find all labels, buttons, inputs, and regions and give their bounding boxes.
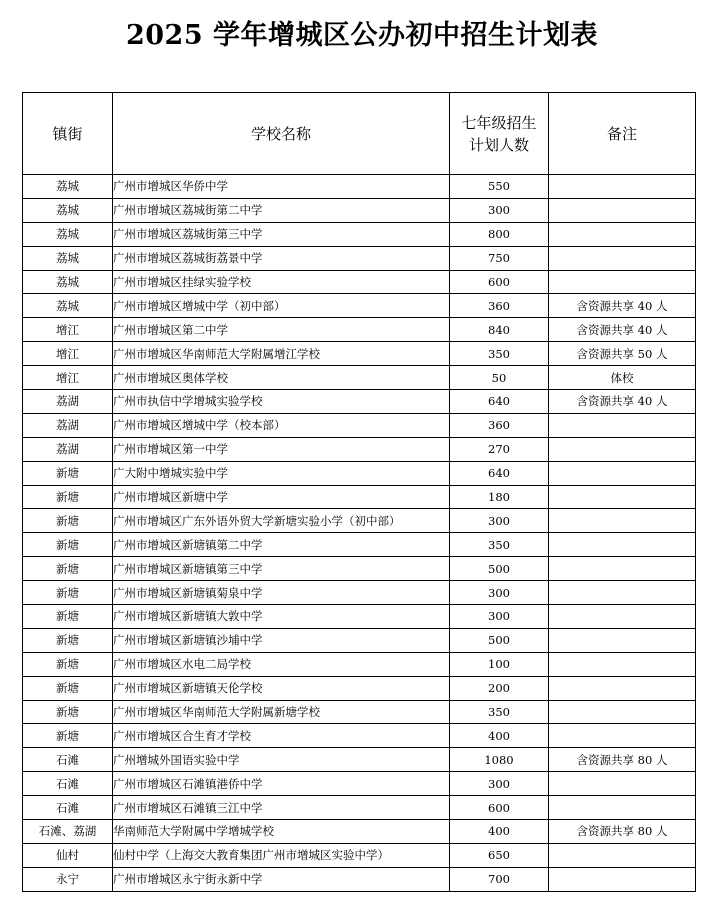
table-row	[23, 485, 696, 509]
town-cell: 荔城	[23, 270, 113, 294]
town-cell: 石滩	[23, 748, 113, 772]
town-cell: 新塘	[23, 485, 113, 509]
school-name-cell: 广州市增城区新塘镇沙埔中学	[113, 628, 450, 652]
note-cell	[549, 700, 696, 724]
table-row	[23, 366, 696, 390]
header-school: 学校名称	[113, 93, 450, 175]
school-name-cell: 广州市增城区第二中学	[113, 318, 450, 342]
table-row	[23, 342, 696, 366]
town-cell: 新塘	[23, 461, 113, 485]
enrollment-count-cell: 360	[450, 413, 549, 437]
school-name-cell: 广州市增城区广东外语外贸大学新塘实验小学（初中部）	[113, 509, 450, 533]
note-cell	[549, 676, 696, 700]
town-cell: 新塘	[23, 605, 113, 629]
enrollment-count-cell: 300	[450, 509, 549, 533]
town-cell: 增江	[23, 366, 113, 390]
enrollment-count-cell: 180	[450, 485, 549, 509]
town-cell: 新塘	[23, 724, 113, 748]
note-cell	[549, 652, 696, 676]
table-row	[23, 676, 696, 700]
table-row	[23, 605, 696, 629]
note-cell: 含资源共享 40 人	[549, 390, 696, 414]
note-cell	[549, 485, 696, 509]
enrollment-count-cell: 640	[450, 390, 549, 414]
enrollment-count-cell: 270	[450, 437, 549, 461]
school-name-cell: 广州市增城区奥体学校	[113, 366, 450, 390]
enrollment-count-cell: 350	[450, 342, 549, 366]
enrollment-count-cell: 650	[450, 843, 549, 867]
note-cell	[549, 509, 696, 533]
town-cell: 仙村	[23, 843, 113, 867]
note-cell	[549, 867, 696, 891]
table-row	[23, 820, 696, 844]
note-cell	[549, 557, 696, 581]
page-title: 2025 学年增城区公办初中招生计划表	[125, 20, 599, 51]
school-name-cell: 广州市增城区华南师范大学附属新塘学校	[113, 700, 450, 724]
town-cell: 新塘	[23, 581, 113, 605]
table-row	[23, 700, 696, 724]
table-row	[23, 413, 696, 437]
enrollment-count-cell: 350	[450, 533, 549, 557]
table-row	[23, 175, 696, 199]
town-cell: 荔湖	[23, 437, 113, 461]
town-cell: 新塘	[23, 533, 113, 557]
school-name-cell: 广州市执信中学增城实验学校	[113, 390, 450, 414]
enrollment-table	[22, 92, 696, 892]
enrollment-count-cell: 750	[450, 246, 549, 270]
table-row	[23, 843, 696, 867]
table-row	[23, 748, 696, 772]
school-name-cell: 广州市增城区新塘镇大敦中学	[113, 605, 450, 629]
town-cell: 新塘	[23, 628, 113, 652]
town-cell: 荔湖	[23, 390, 113, 414]
note-cell	[549, 843, 696, 867]
note-cell	[549, 413, 696, 437]
note-cell: 含资源共享 40 人	[549, 294, 696, 318]
enrollment-count-cell: 800	[450, 222, 549, 246]
table-row	[23, 652, 696, 676]
school-name-cell: 广州市增城区水电二局学校	[113, 652, 450, 676]
enrollment-count-cell: 100	[450, 652, 549, 676]
table-row	[23, 628, 696, 652]
town-cell: 新塘	[23, 676, 113, 700]
school-name-cell: 广州市增城区荔城街第二中学	[113, 198, 450, 222]
note-cell: 含资源共享 80 人	[549, 820, 696, 844]
school-name-cell: 广州市增城区新塘镇天伦学校	[113, 676, 450, 700]
school-name-cell: 广州市增城区华侨中学	[113, 175, 450, 199]
school-name-cell: 广州市增城区新塘镇第三中学	[113, 557, 450, 581]
school-name-cell: 广州市增城区挂绿实验学校	[113, 270, 450, 294]
school-name-cell: 广州市增城区增城中学（校本部）	[113, 413, 450, 437]
enrollment-count-cell: 600	[450, 270, 549, 294]
note-cell	[549, 724, 696, 748]
note-cell	[549, 605, 696, 629]
note-cell: 含资源共享 40 人	[549, 318, 696, 342]
town-cell: 新塘	[23, 700, 113, 724]
note-cell	[549, 533, 696, 557]
town-cell: 荔湖	[23, 413, 113, 437]
enrollment-count-cell: 350	[450, 700, 549, 724]
table-row	[23, 772, 696, 796]
school-name-cell: 仙村中学（上海交大教育集团广州市增城区实验中学）	[113, 843, 450, 867]
header-count	[450, 93, 549, 175]
school-name-cell: 广大附中增城实验中学	[113, 461, 450, 485]
town-cell: 永宁	[23, 867, 113, 891]
enrollment-count-cell: 50	[450, 366, 549, 390]
school-name-cell: 华南师范大学附属中学增城学校	[113, 820, 450, 844]
enrollment-count-cell: 500	[450, 628, 549, 652]
school-name-cell: 广州市增城区荔城街荔景中学	[113, 246, 450, 270]
enrollment-count-cell: 300	[450, 605, 549, 629]
school-name-cell: 广州市增城区荔城街第三中学	[113, 222, 450, 246]
enrollment-count-cell: 300	[450, 198, 549, 222]
school-name-cell: 广州增城外国语实验中学	[113, 748, 450, 772]
header-count-line1: 七年级招生	[461, 113, 537, 132]
town-cell: 荔城	[23, 222, 113, 246]
enrollment-count-cell: 1080	[450, 748, 549, 772]
table-body	[23, 175, 696, 892]
town-cell: 石滩	[23, 772, 113, 796]
school-name-cell: 广州市增城区新塘镇第二中学	[113, 533, 450, 557]
table-header-row	[23, 93, 696, 175]
enrollment-count-cell: 500	[450, 557, 549, 581]
enrollment-count-cell: 640	[450, 461, 549, 485]
table-row	[23, 222, 696, 246]
table-row	[23, 533, 696, 557]
table-row	[23, 198, 696, 222]
town-cell: 新塘	[23, 557, 113, 581]
school-name-cell: 广州市增城区合生育才学校	[113, 724, 450, 748]
note-cell	[549, 796, 696, 820]
table-row	[23, 724, 696, 748]
enrollment-count-cell: 400	[450, 724, 549, 748]
note-cell	[549, 581, 696, 605]
enrollment-count-cell: 200	[450, 676, 549, 700]
town-cell: 荔城	[23, 198, 113, 222]
note-cell	[549, 628, 696, 652]
school-name-cell: 广州市增城区第一中学	[113, 437, 450, 461]
table-row	[23, 867, 696, 891]
school-name-cell: 广州市增城区石滩镇三江中学	[113, 796, 450, 820]
table-row	[23, 270, 696, 294]
school-name-cell: 广州市增城区华南师范大学附属增江学校	[113, 342, 450, 366]
table-row	[23, 461, 696, 485]
table-row	[23, 294, 696, 318]
enrollment-count-cell: 600	[450, 796, 549, 820]
town-cell: 石滩、荔湖	[23, 820, 113, 844]
table-row	[23, 246, 696, 270]
table-row	[23, 390, 696, 414]
note-cell	[549, 198, 696, 222]
note-cell	[549, 222, 696, 246]
school-name-cell: 广州市增城区新塘中学	[113, 485, 450, 509]
table-row	[23, 796, 696, 820]
note-cell	[549, 270, 696, 294]
town-cell: 新塘	[23, 509, 113, 533]
table-row	[23, 557, 696, 581]
note-cell	[549, 246, 696, 270]
note-cell	[549, 437, 696, 461]
school-name-cell: 广州市增城区新塘镇菊泉中学	[113, 581, 450, 605]
note-cell: 含资源共享 50 人	[549, 342, 696, 366]
school-name-cell: 广州市增城区增城中学（初中部）	[113, 294, 450, 318]
header-note: 备注	[549, 93, 696, 175]
town-cell: 荔城	[23, 175, 113, 199]
header-count-line2: 计划人数	[468, 135, 529, 154]
table-row	[23, 581, 696, 605]
town-cell: 石滩	[23, 796, 113, 820]
note-cell	[549, 175, 696, 199]
enrollment-count-cell: 360	[450, 294, 549, 318]
town-cell: 增江	[23, 342, 113, 366]
enrollment-count-cell: 700	[450, 867, 549, 891]
town-cell: 荔城	[23, 294, 113, 318]
enrollment-count-cell: 840	[450, 318, 549, 342]
enrollment-count-cell: 300	[450, 772, 549, 796]
town-cell: 荔城	[23, 246, 113, 270]
note-cell	[549, 772, 696, 796]
header-town: 镇街	[23, 93, 113, 175]
enrollment-count-cell: 300	[450, 581, 549, 605]
note-cell: 体校	[549, 366, 696, 390]
table-row	[23, 318, 696, 342]
note-cell: 含资源共享 80 人	[549, 748, 696, 772]
table-row	[23, 509, 696, 533]
note-cell	[549, 461, 696, 485]
enrollment-count-cell: 550	[450, 175, 549, 199]
table-row	[23, 437, 696, 461]
town-cell: 新塘	[23, 652, 113, 676]
school-name-cell: 广州市增城区石滩镇港侨中学	[113, 772, 450, 796]
enrollment-count-cell: 400	[450, 820, 549, 844]
town-cell: 增江	[23, 318, 113, 342]
school-name-cell: 广州市增城区永宁街永新中学	[113, 867, 450, 891]
